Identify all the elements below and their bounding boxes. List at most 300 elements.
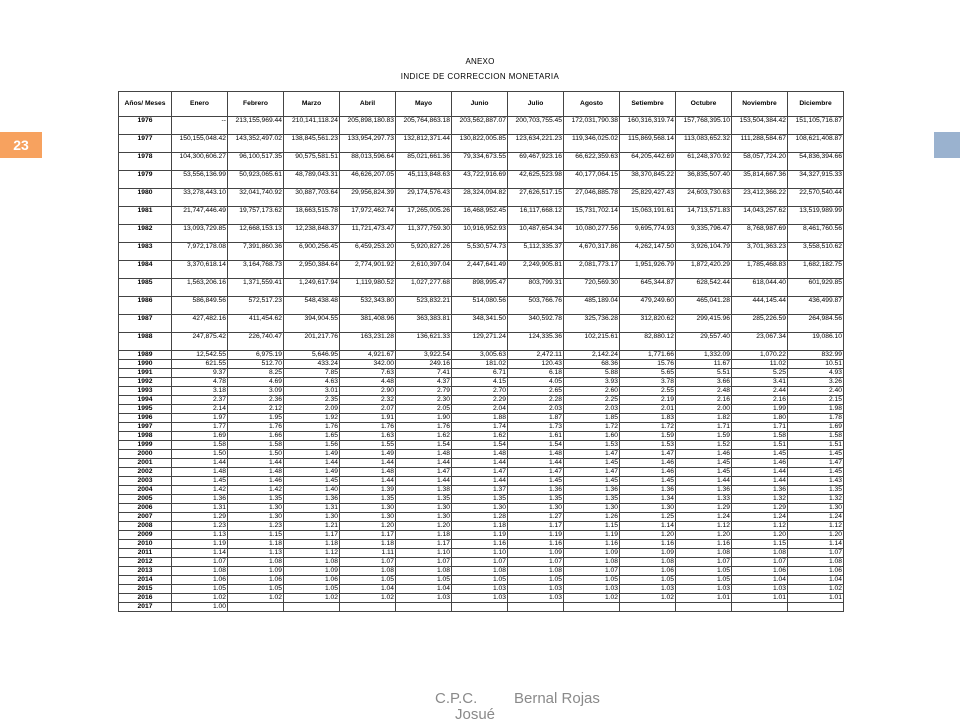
column-header-month: Enero	[172, 92, 228, 117]
index-value-cell: 2,472.11	[508, 351, 564, 360]
index-value-cell: 1.38	[396, 486, 452, 495]
index-value-cell: 532,343.80	[340, 297, 396, 315]
index-value-cell: 1.45	[508, 477, 564, 486]
index-value-cell: 1.59	[620, 432, 676, 441]
index-value-cell: 1.21	[284, 522, 340, 531]
index-value-cell: 1.48	[340, 468, 396, 477]
index-value-cell: 618,044.40	[732, 279, 788, 297]
index-value-cell: 1.36	[284, 495, 340, 504]
index-value-cell: 1.80	[732, 414, 788, 423]
index-value-cell: 1.02	[228, 594, 284, 603]
index-value-cell: 130,822,005.85	[452, 135, 508, 153]
index-value-cell: 1.43	[788, 477, 844, 486]
index-value-cell: 1.30	[228, 504, 284, 513]
index-value-cell: 2.12	[228, 405, 284, 414]
index-value-cell: 1.69	[172, 432, 228, 441]
row-year-cell: 2011	[119, 549, 172, 558]
table-row	[119, 540, 844, 549]
index-value-cell: 4.48	[340, 378, 396, 387]
table-row	[119, 189, 844, 207]
index-value-cell: 18,663,515.78	[284, 207, 340, 225]
index-value-cell: 1.55	[340, 441, 396, 450]
index-value-cell: 5.65	[620, 369, 676, 378]
index-value-cell: 203,562,887.07	[452, 117, 508, 135]
table-row	[119, 486, 844, 495]
index-value-cell: 1.14	[620, 522, 676, 531]
index-value-cell: 1.44	[732, 477, 788, 486]
index-value-cell: 43,722,916.69	[452, 171, 508, 189]
index-value-cell: 82,880.12	[620, 333, 676, 351]
page-number-badge: 23	[0, 132, 42, 158]
index-value-cell: 15.76	[620, 360, 676, 369]
index-value-cell: 1.20	[676, 531, 732, 540]
index-value-cell: 153,504,384.42	[732, 117, 788, 135]
watermark-name: Josué	[455, 706, 496, 723]
row-year-cell: 1979	[119, 171, 172, 189]
index-value-cell: 64,205,442.69	[620, 153, 676, 171]
index-value-cell: 832.99	[788, 351, 844, 360]
table-row	[119, 585, 844, 594]
index-value-cell: 1.83	[620, 414, 676, 423]
index-value-cell: 1.30	[788, 504, 844, 513]
index-value-cell: 119,346,025.02	[564, 135, 620, 153]
row-year-cell: 2017	[119, 603, 172, 612]
index-value-cell: 1.48	[172, 468, 228, 477]
row-year-cell: 2003	[119, 477, 172, 486]
index-value-cell: 22,570,540.44	[788, 189, 844, 207]
index-value-cell: 720,569.30	[564, 279, 620, 297]
index-value-cell: 42,625,523.98	[508, 171, 564, 189]
index-value-cell: 1.66	[228, 432, 284, 441]
row-year-cell: 1994	[119, 396, 172, 405]
index-value-cell: 444,145.44	[732, 297, 788, 315]
index-value-cell: 1.33	[676, 495, 732, 504]
row-year-cell: 1993	[119, 387, 172, 396]
table-row	[119, 378, 844, 387]
index-value-cell: 13,519,989.99	[788, 207, 844, 225]
index-value-cell: 2,774,901.92	[340, 261, 396, 279]
index-value-cell: 1.05	[172, 585, 228, 594]
index-value-cell: 12,668,153.13	[228, 225, 284, 243]
index-value-cell: 205,898,180.83	[340, 117, 396, 135]
index-value-cell: 7.85	[284, 369, 340, 378]
index-value-cell: 1.08	[396, 567, 452, 576]
table-row	[119, 441, 844, 450]
index-value-cell: 1.76	[340, 423, 396, 432]
index-value-cell: 1.20	[732, 531, 788, 540]
column-header-month: Marzo	[284, 92, 340, 117]
table-row	[119, 261, 844, 279]
index-value-cell: 3.93	[564, 378, 620, 387]
index-value-cell: 1.18	[228, 540, 284, 549]
document-subtitle: INDICE DE CORRECCION MONETARIA	[400, 72, 560, 81]
index-value-cell: 1.15	[732, 540, 788, 549]
index-value-cell: 1.44	[340, 459, 396, 468]
index-value-cell: 3,926,104.79	[676, 243, 732, 261]
row-year-cell: 1997	[119, 423, 172, 432]
index-value-cell: 1.74	[452, 423, 508, 432]
index-value-cell: 2.28	[508, 396, 564, 405]
index-value-cell: 1.72	[620, 423, 676, 432]
index-value-cell: 108,621,408.87	[788, 135, 844, 153]
index-value-cell: 1.30	[564, 504, 620, 513]
index-value-cell: 1.07	[732, 558, 788, 567]
index-value-cell: 9,335,796.47	[676, 225, 732, 243]
index-value-cell: 12,542.55	[172, 351, 228, 360]
table-row	[119, 504, 844, 513]
index-value-cell: 1.08	[172, 567, 228, 576]
index-value-cell: 1.10	[452, 549, 508, 558]
index-value-cell: 1.49	[340, 450, 396, 459]
table-row	[119, 360, 844, 369]
index-value-cell: 1.59	[676, 432, 732, 441]
index-value-cell: 1.04	[732, 576, 788, 585]
index-value-cell: 50,923,065.61	[228, 171, 284, 189]
index-value-cell: 1.23	[228, 522, 284, 531]
index-value-cell: 48,789,043.31	[284, 171, 340, 189]
index-value-cell: 2.40	[788, 387, 844, 396]
index-value-cell: 35,814,667.36	[732, 171, 788, 189]
index-value-cell: 27,046,885.78	[564, 189, 620, 207]
index-value-cell: 1.47	[564, 468, 620, 477]
index-value-cell: 4.63	[284, 378, 340, 387]
index-value-cell: 1.47	[788, 459, 844, 468]
index-value-cell: 1.02	[620, 594, 676, 603]
index-value-cell: 1.46	[620, 468, 676, 477]
index-value-cell: 2,950,384.64	[284, 261, 340, 279]
index-value-cell: 1.49	[284, 468, 340, 477]
index-value-cell: 340,592.78	[508, 315, 564, 333]
index-value-cell: 1.51	[732, 441, 788, 450]
index-value-cell: 1.42	[228, 486, 284, 495]
index-value-cell: 1,070.22	[732, 351, 788, 360]
index-value-cell: 15,063,191.61	[620, 207, 676, 225]
index-value-cell: 2.09	[284, 405, 340, 414]
index-value-cell: 1.20	[788, 531, 844, 540]
index-value-cell: 1,682,182.75	[788, 261, 844, 279]
index-value-cell: 1.18	[452, 522, 508, 531]
index-value-cell: 1,771.66	[620, 351, 676, 360]
index-value-cell: 5,530,574.73	[452, 243, 508, 261]
index-value-cell: 10,080,277.56	[564, 225, 620, 243]
index-value-cell: 1.03	[452, 594, 508, 603]
index-value-cell: 5.88	[564, 369, 620, 378]
row-year-cell: 1984	[119, 261, 172, 279]
table-row	[119, 171, 844, 189]
index-value-cell: 1.48	[452, 450, 508, 459]
index-value-cell: 30,887,703.64	[284, 189, 340, 207]
index-value-cell: 1.18	[340, 540, 396, 549]
index-value-cell: 1.60	[564, 432, 620, 441]
index-value-cell: 172,031,790.38	[564, 117, 620, 135]
index-value-cell: 1.63	[340, 432, 396, 441]
index-value-cell: 17,972,462.74	[340, 207, 396, 225]
index-value-cell: 10,916,952.93	[452, 225, 508, 243]
index-value-cell: 1.23	[172, 522, 228, 531]
index-value-cell: 514,080.56	[452, 297, 508, 315]
index-value-cell: 19,086.10	[788, 333, 844, 351]
index-value-cell: 111,288,584.67	[732, 135, 788, 153]
index-value-cell: 1.06	[732, 567, 788, 576]
table-row	[119, 333, 844, 351]
table-row	[119, 567, 844, 576]
index-value-cell: 1.56	[284, 441, 340, 450]
index-value-cell: 90,575,581.51	[284, 153, 340, 171]
index-value-cell: 1.09	[620, 549, 676, 558]
index-value-cell: 1.95	[228, 414, 284, 423]
index-value-cell: 285,226.59	[732, 315, 788, 333]
table-row	[119, 468, 844, 477]
index-value-cell: 1.16	[676, 540, 732, 549]
index-value-cell: 1.12	[732, 522, 788, 531]
index-value-cell: 1.35	[452, 495, 508, 504]
index-value-cell: 1.24	[676, 513, 732, 522]
index-value-cell: 58,057,724.20	[732, 153, 788, 171]
index-value-cell: 1.34	[620, 495, 676, 504]
index-value-cell: 3,701,363.23	[732, 243, 788, 261]
index-value-cell: 1.28	[452, 513, 508, 522]
row-year-cell: 2000	[119, 450, 172, 459]
index-value-cell: 1.30	[228, 513, 284, 522]
index-value-cell: 1.35	[564, 495, 620, 504]
row-year-cell: 2009	[119, 531, 172, 540]
row-year-cell: 2001	[119, 459, 172, 468]
table-row	[119, 135, 844, 153]
index-value-cell: 3.78	[620, 378, 676, 387]
index-value-cell: 1.35	[340, 495, 396, 504]
index-value-cell: 1.58	[228, 441, 284, 450]
table-row	[119, 450, 844, 459]
index-value-cell: 1.16	[564, 540, 620, 549]
index-value-cell: 54,836,394.66	[788, 153, 844, 171]
index-value-cell	[396, 603, 452, 612]
index-value-cell: 2.03	[564, 405, 620, 414]
index-value-cell: 1.35	[228, 495, 284, 504]
table-row	[119, 603, 844, 612]
index-value-cell: 548,438.48	[284, 297, 340, 315]
index-value-cell: 29,557.40	[676, 333, 732, 351]
column-header-month: Abril	[340, 92, 396, 117]
index-value-cell: 1.25	[620, 513, 676, 522]
index-value-cell: 1.15	[228, 531, 284, 540]
index-value-cell: 1.58	[788, 432, 844, 441]
index-value-cell: 11,377,759.30	[396, 225, 452, 243]
index-value-cell: 342.00	[340, 360, 396, 369]
table-row	[119, 369, 844, 378]
index-value-cell: 1.09	[284, 567, 340, 576]
index-value-cell: 1.05	[676, 576, 732, 585]
index-value-cell: 1.31	[172, 504, 228, 513]
column-header-month: Julio	[508, 92, 564, 117]
index-value-cell: 363,383.81	[396, 315, 452, 333]
column-header-month: Febrero	[228, 92, 284, 117]
index-value-cell: 803,799.31	[508, 279, 564, 297]
index-value-cell: 512.70	[228, 360, 284, 369]
index-value-cell: 3.26	[788, 378, 844, 387]
table-row	[119, 117, 844, 135]
index-value-cell: 1.72	[564, 423, 620, 432]
index-value-cell: 1.02	[340, 594, 396, 603]
index-value-cell: 1.47	[396, 468, 452, 477]
index-value-cell: 1.77	[172, 423, 228, 432]
index-value-cell: 143,352,497.02	[228, 135, 284, 153]
index-value-cell: 1.09	[508, 549, 564, 558]
index-value-cell: 3,922.54	[396, 351, 452, 360]
index-value-cell: 1.05	[452, 576, 508, 585]
row-year-cell: 2002	[119, 468, 172, 477]
index-value-cell: 2.30	[396, 396, 452, 405]
index-value-cell: 1,332.09	[676, 351, 732, 360]
row-year-cell: 2010	[119, 540, 172, 549]
index-value-cell: 3.09	[228, 387, 284, 396]
index-value-cell: 1.76	[396, 423, 452, 432]
index-value-cell: 381,408.96	[340, 315, 396, 333]
index-value-cell: 1.47	[452, 468, 508, 477]
index-value-cell	[788, 603, 844, 612]
row-year-cell: 1995	[119, 405, 172, 414]
index-value-cell: 1.03	[732, 585, 788, 594]
index-value-cell: 1.36	[620, 486, 676, 495]
index-value-cell: 12,238,848.37	[284, 225, 340, 243]
index-value-cell: 79,334,673.55	[452, 153, 508, 171]
index-value-cell: 133,954,297.73	[340, 135, 396, 153]
index-value-cell: 1.03	[620, 585, 676, 594]
index-value-cell: 1.17	[284, 531, 340, 540]
index-value-cell: 5,920,827.26	[396, 243, 452, 261]
index-value-cell: 5,112,335.37	[508, 243, 564, 261]
index-value-cell: 2.04	[452, 405, 508, 414]
index-value-cell: 4.69	[228, 378, 284, 387]
index-value-cell: 264,984.56	[788, 315, 844, 333]
index-value-cell: 1.62	[452, 432, 508, 441]
index-value-cell: 1.61	[508, 432, 564, 441]
row-year-cell: 2016	[119, 594, 172, 603]
index-value-cell: 1.08	[284, 558, 340, 567]
column-header-month: Agosto	[564, 92, 620, 117]
index-value-cell: 1.39	[340, 486, 396, 495]
index-value-cell: 123,634,221.23	[508, 135, 564, 153]
index-value-cell: 1.30	[396, 513, 452, 522]
index-value-cell: 1.99	[732, 405, 788, 414]
index-value-cell: 2,081,773.17	[564, 261, 620, 279]
index-value-cell: 1.07	[172, 558, 228, 567]
index-value-cell: 1.07	[340, 558, 396, 567]
index-value-cell: 9,695,774.93	[620, 225, 676, 243]
index-value-cell: 1.49	[284, 450, 340, 459]
index-value-cell: 1.04	[340, 585, 396, 594]
index-value-cell: 1.04	[396, 585, 452, 594]
index-value-cell: 1.07	[788, 549, 844, 558]
index-value-cell: 436,499.87	[788, 297, 844, 315]
index-value-cell: 1.76	[284, 423, 340, 432]
row-year-cell: 1985	[119, 279, 172, 297]
index-value-cell: 1.08	[620, 558, 676, 567]
index-value-cell: 17,265,005.26	[396, 207, 452, 225]
index-value-cell: 394,904.55	[284, 315, 340, 333]
index-value-cell: 2.35	[284, 396, 340, 405]
index-value-cell: 32,041,740.92	[228, 189, 284, 207]
row-year-cell: 1983	[119, 243, 172, 261]
index-value-cell: 1.47	[620, 450, 676, 459]
index-value-cell: 1.45	[788, 468, 844, 477]
index-value-cell: 1.07	[676, 558, 732, 567]
index-value-cell: 1.20	[396, 522, 452, 531]
index-value-cell: 10,487,654.34	[508, 225, 564, 243]
index-value-cell: 1.03	[676, 585, 732, 594]
index-value-cell: 1,785,468.83	[732, 261, 788, 279]
table-row	[119, 423, 844, 432]
index-value-cell: 46,626,207.05	[340, 171, 396, 189]
index-value-cell: 1.44	[452, 459, 508, 468]
index-value-cell: 1.30	[452, 504, 508, 513]
index-value-cell: 2.15	[788, 396, 844, 405]
index-value-cell: 586,849.56	[172, 297, 228, 315]
index-value-cell: 1.54	[396, 441, 452, 450]
index-value-cell: 4.78	[172, 378, 228, 387]
index-value-cell: 2.70	[452, 387, 508, 396]
index-value-cell: 1.12	[284, 549, 340, 558]
index-value-cell: 1.50	[172, 450, 228, 459]
index-value-cell: 160,316,319.74	[620, 117, 676, 135]
index-value-cell: 1.30	[340, 504, 396, 513]
index-value-cell: 1.62	[396, 432, 452, 441]
index-value-cell: 1.19	[508, 531, 564, 540]
index-value-cell: 601,929.85	[788, 279, 844, 297]
index-value-cell: 1.03	[508, 585, 564, 594]
index-value-cell: 120.43	[508, 360, 564, 369]
index-value-cell: 1.36	[564, 486, 620, 495]
index-value-cell: 11,721,473.47	[340, 225, 396, 243]
index-value-cell: 1.19	[564, 531, 620, 540]
index-value-cell	[452, 603, 508, 612]
index-value-cell: 2.16	[732, 396, 788, 405]
table-row	[119, 594, 844, 603]
index-value-cell: 45,113,848.63	[396, 171, 452, 189]
row-year-cell: 1989	[119, 351, 172, 360]
index-value-cell: 1.06	[284, 576, 340, 585]
row-year-cell: 1991	[119, 369, 172, 378]
index-value-cell: 1.29	[732, 504, 788, 513]
index-value-cell: 1.58	[172, 441, 228, 450]
index-value-cell: 1.08	[228, 558, 284, 567]
index-value-cell: 19,757,173.62	[228, 207, 284, 225]
index-value-cell: 1,371,559.41	[228, 279, 284, 297]
index-value-cell: 6,900,256.45	[284, 243, 340, 261]
row-year-cell: 1981	[119, 207, 172, 225]
index-value-cell: 2.44	[732, 387, 788, 396]
index-value-cell: 1.08	[452, 567, 508, 576]
index-value-cell: 1.07	[396, 558, 452, 567]
index-value-cell: 1.65	[284, 432, 340, 441]
index-value-cell: 1.45	[732, 450, 788, 459]
index-value-cell: 1.17	[340, 531, 396, 540]
index-value-cell: 1.05	[508, 576, 564, 585]
row-year-cell: 1980	[119, 189, 172, 207]
index-value-cell: 1.44	[508, 459, 564, 468]
row-year-cell: 1987	[119, 315, 172, 333]
table-row	[119, 495, 844, 504]
table-row	[119, 243, 844, 261]
index-value-cell: 1.71	[732, 423, 788, 432]
index-value-cell: 2.25	[564, 396, 620, 405]
row-year-cell: 2014	[119, 576, 172, 585]
table-row	[119, 153, 844, 171]
index-value-cell: 85,021,661.36	[396, 153, 452, 171]
index-value-cell: 1.06	[228, 576, 284, 585]
index-value-cell: 69,467,923.16	[508, 153, 564, 171]
column-header-month: Noviembre	[732, 92, 788, 117]
index-value-cell: 1.46	[620, 459, 676, 468]
